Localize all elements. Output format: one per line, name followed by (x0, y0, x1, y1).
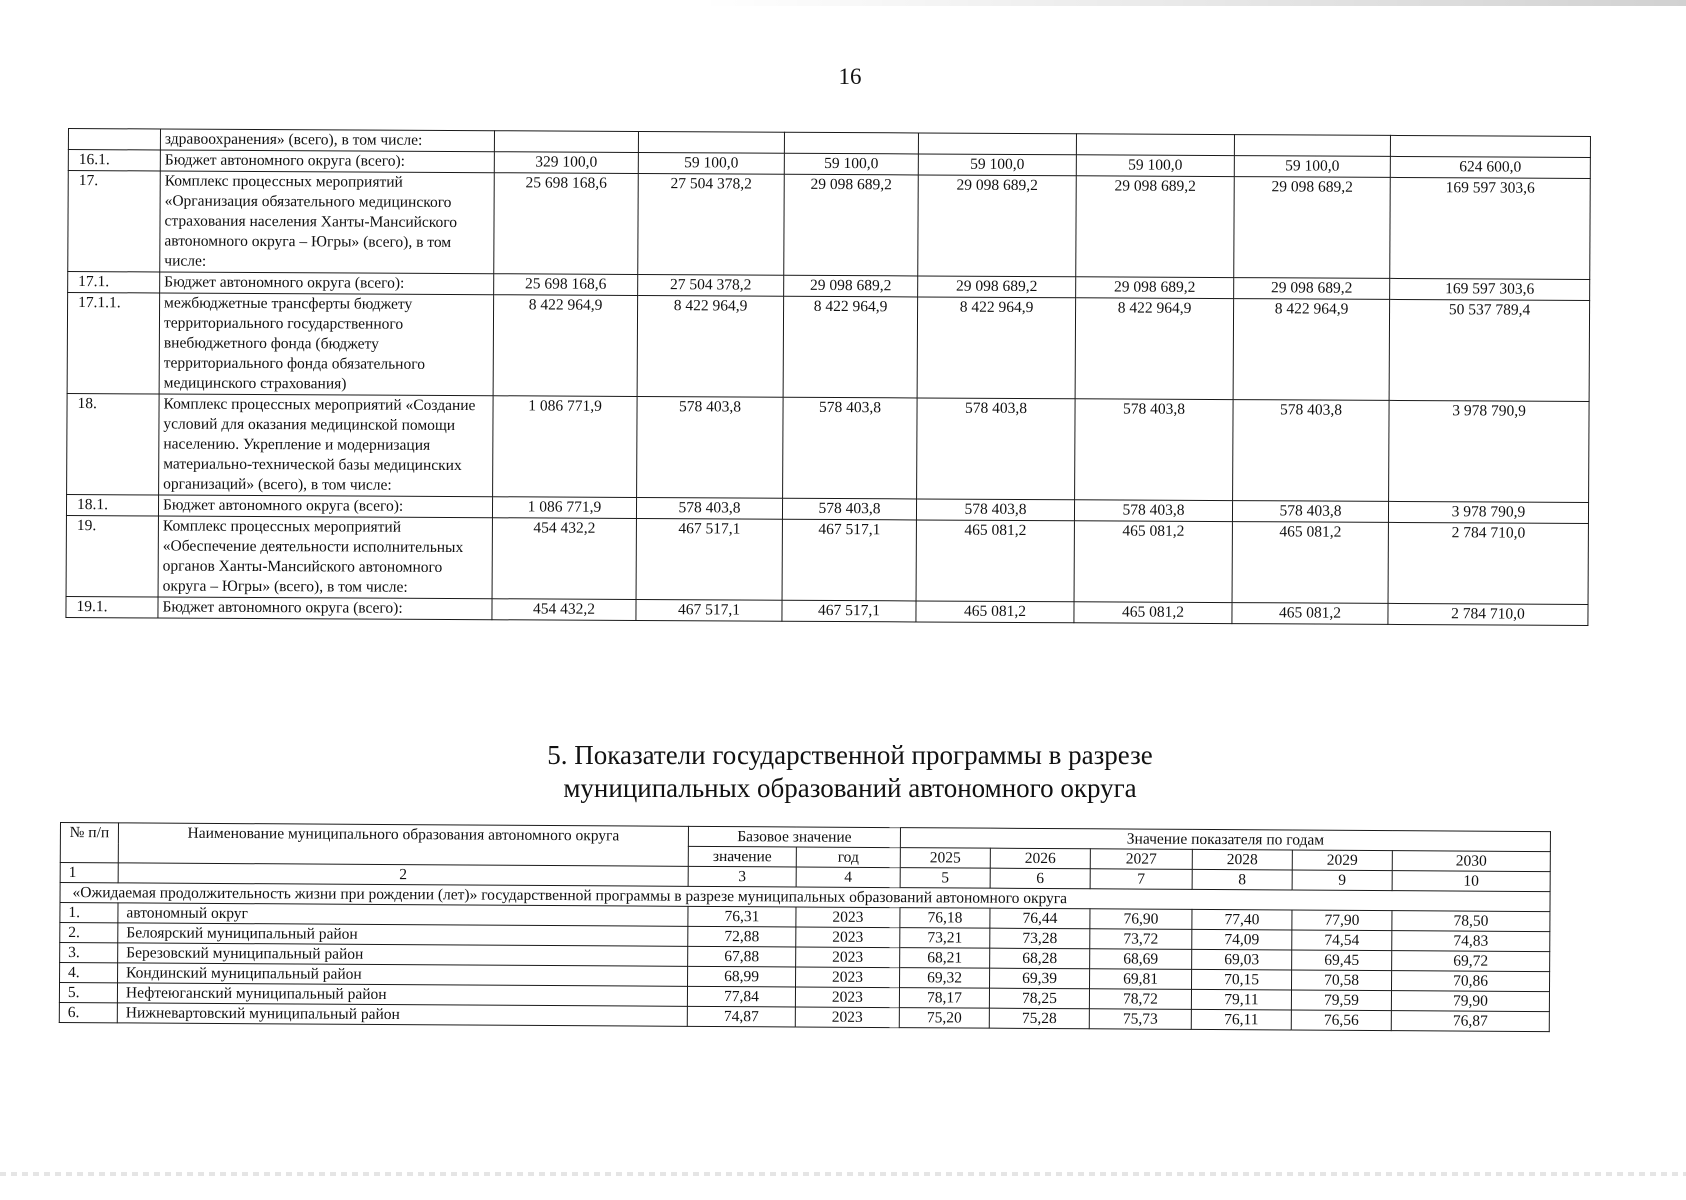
row-value: 59 100,0 (1076, 155, 1234, 177)
row-value: 76,11 (1191, 1009, 1291, 1030)
municipality-name: Кондинский муниципальный район (118, 963, 688, 986)
col-number: 3 (688, 866, 796, 887)
row-value: 29 098 689,2 (1234, 278, 1390, 300)
row-value: 29 098 689,2 (1076, 176, 1235, 278)
row-value: 78,25 (989, 988, 1089, 1009)
row-value: 578 403,8 (783, 397, 918, 499)
row-value: 76,56 (1291, 1010, 1391, 1031)
section-title-line-1: 5. Показатели государственной программы в разрезе (547, 740, 1153, 770)
row-value: 2023 (795, 987, 899, 1008)
row-value: 69,81 (1090, 969, 1192, 990)
header-name: Наименование муниципального образования автономного округа (118, 823, 688, 866)
row-number: 19.1. (66, 596, 158, 617)
row-value: 8 422 964,9 (637, 295, 784, 397)
row-value: 76,18 (900, 908, 990, 929)
row-number: 17.1.1. (67, 293, 160, 394)
row-value: 59 100,0 (1234, 156, 1390, 178)
row-value: 27 504 378,2 (638, 173, 785, 275)
indicator-band: «Ожидаемая продолжительность жизни при рождении (лет)» государственной программы в разрезе муниципальных образований автономного округа (60, 883, 1550, 912)
row-value: 68,28 (990, 948, 1090, 969)
row-value: 467 517,1 (782, 519, 916, 601)
row-value: 77,84 (687, 986, 795, 1007)
row-value: 578 403,8 (1233, 400, 1390, 502)
row-number: 18.1. (66, 494, 158, 515)
row-value: 79,11 (1191, 989, 1291, 1010)
header-year: год (796, 847, 900, 868)
financing-table (65, 128, 1591, 626)
row-value: 69,03 (1192, 949, 1292, 970)
row-number: 18. (67, 393, 160, 494)
row-value (1390, 135, 1590, 157)
row-value: 2023 (795, 1007, 899, 1028)
row-value: 75,73 (1089, 1009, 1191, 1030)
row-value: 8 422 964,9 (1233, 299, 1390, 401)
row-value (918, 133, 1076, 155)
row-value: 29 098 689,2 (918, 175, 1077, 277)
header-year-2029: 2029 (1292, 850, 1392, 871)
col-number: 1 (60, 863, 118, 883)
row-number: 4. (60, 963, 118, 983)
row-name: Бюджет автономного округа (всего): (160, 150, 494, 173)
row-value: 67,88 (688, 946, 796, 967)
row-value: 76,87 (1391, 1011, 1549, 1032)
row-value: 74,83 (1392, 931, 1550, 952)
row-value: 578 403,8 (636, 497, 782, 519)
header-year-2025: 2025 (900, 848, 990, 869)
row-value: 78,50 (1392, 911, 1550, 932)
row-value: 465 081,2 (916, 601, 1074, 623)
page-number: 16 (838, 64, 862, 89)
row-value: 8 422 964,9 (783, 296, 918, 398)
row-number: 3. (60, 943, 118, 963)
row-value: 465 081,2 (1232, 603, 1388, 625)
row-value: 578 403,8 (1074, 500, 1232, 522)
row-value: 465 081,2 (916, 520, 1074, 602)
row-value: 68,21 (900, 948, 990, 969)
row-value: 29 098 689,2 (784, 275, 918, 297)
row-value: 68,99 (688, 966, 796, 987)
row-value (1076, 134, 1234, 156)
row-value: 59 100,0 (918, 154, 1076, 176)
row-value: 2023 (796, 927, 900, 948)
row-value: 76,31 (688, 906, 796, 927)
row-value: 465 081,2 (1074, 521, 1232, 603)
row-value: 74,87 (687, 1006, 795, 1027)
row-value: 73,72 (1090, 929, 1192, 950)
col-number: 7 (1090, 869, 1192, 890)
row-value: 69,32 (900, 968, 990, 989)
row-value: 454 432,2 (492, 599, 636, 621)
row-value: 578 403,8 (637, 396, 784, 498)
col-number: 4 (796, 867, 900, 888)
row-value: 73,28 (990, 928, 1090, 949)
table-row (67, 293, 1590, 402)
header-no: № п/п (60, 823, 118, 863)
row-value: 1 086 771,9 (492, 497, 636, 519)
row-value: 79,90 (1391, 991, 1549, 1012)
col-number: 5 (900, 868, 990, 889)
section-title-line-2: муниципальных образований автономного округа (563, 773, 1137, 803)
row-value: 59 100,0 (784, 153, 918, 175)
row-value: 59 100,0 (638, 152, 784, 174)
row-value: 578 403,8 (916, 499, 1074, 521)
row-value: 2 784 710,0 (1388, 522, 1588, 604)
row-value (784, 132, 918, 154)
row-number: 19. (66, 515, 158, 596)
row-value: 454 432,2 (492, 518, 636, 600)
row-value: 578 403,8 (1232, 501, 1388, 523)
scan-edge-top (700, 0, 1686, 6)
col-number: 2 (118, 863, 688, 886)
row-name: Бюджет автономного округа (всего): (158, 597, 492, 620)
row-value: 50 537 789,4 (1389, 299, 1590, 401)
row-value: 29 098 689,2 (1234, 177, 1391, 279)
row-value: 169 597 303,6 (1390, 278, 1590, 300)
scan-edge-bottom (0, 1172, 1686, 1176)
row-value: 75,20 (899, 1008, 989, 1029)
row-value: 169 597 303,6 (1390, 177, 1591, 279)
row-number: 17.1. (68, 272, 160, 293)
row-name: Комплекс процессных мероприятий «Обеспечение деятельности исполнительных органов Ханты-Мансийского автономного округа – Югры» (всего), в том числе: (158, 516, 492, 599)
row-value: 69,72 (1392, 951, 1550, 972)
col-number: 10 (1392, 871, 1550, 892)
row-value: 25 698 168,6 (494, 274, 638, 296)
row-value (494, 131, 638, 153)
header-value: значение (688, 846, 796, 867)
row-value: 27 504 378,2 (638, 274, 784, 296)
row-name: здравоохранения» (всего), в том числе: (160, 129, 494, 152)
header-year-2027: 2027 (1090, 849, 1192, 870)
row-value (1234, 135, 1390, 157)
row-number: 16.1. (68, 150, 160, 171)
row-number: 5. (59, 983, 117, 1003)
row-value: 3 978 790,9 (1388, 501, 1588, 523)
row-value: 75,28 (989, 1008, 1089, 1029)
row-value: 8 422 964,9 (1075, 298, 1234, 400)
row-value: 3 978 790,9 (1389, 400, 1590, 502)
row-name: Комплекс процессных мероприятий «Организация обязательного медицинского страхования населения Ханты-Мансийского автономного округа – Югры» (всего), в том числе: (160, 171, 495, 274)
row-value: 77,90 (1292, 910, 1392, 931)
indicators-table (59, 822, 1551, 1032)
row-value: 78,72 (1089, 989, 1191, 1010)
row-value: 2023 (796, 907, 900, 928)
row-name: Комплекс процессных мероприятий «Создание условий для оказания медицинской помощи населению. Укрепление и модернизация материально-технической базы медицинских организаций» (всего), в том числе: (159, 394, 494, 497)
row-value: 29 098 689,2 (918, 276, 1076, 298)
row-value: 76,44 (990, 908, 1090, 929)
header-year-2026: 2026 (990, 848, 1090, 869)
row-value: 78,17 (899, 988, 989, 1009)
row-value: 76,90 (1090, 909, 1192, 930)
row-number: 1. (60, 903, 118, 923)
row-value: 72,88 (688, 926, 796, 947)
row-value (638, 131, 784, 153)
row-value: 467 517,1 (782, 600, 916, 622)
table-row (67, 393, 1590, 502)
row-value: 29 098 689,2 (1076, 277, 1234, 299)
row-value: 467 517,1 (636, 599, 782, 621)
row-value: 29 098 689,2 (784, 174, 919, 276)
row-value: 8 422 964,9 (493, 295, 638, 397)
table-row (66, 515, 1588, 604)
municipality-name: Белоярский муниципальный район (118, 923, 688, 946)
row-value: 73,21 (900, 928, 990, 949)
row-number (68, 129, 160, 150)
row-value: 467 517,1 (636, 518, 782, 600)
col-number: 8 (1192, 869, 1292, 890)
row-value: 578 403,8 (1075, 399, 1234, 501)
row-value: 578 403,8 (917, 398, 1076, 500)
row-value: 578 403,8 (782, 498, 916, 520)
row-value: 2023 (796, 967, 900, 988)
row-value: 70,58 (1292, 970, 1392, 991)
header-base: Базовое значение (688, 826, 900, 847)
col-number: 6 (990, 868, 1090, 889)
row-value: 1 086 771,9 (493, 396, 638, 498)
table-row (68, 171, 1591, 280)
row-value: 70,15 (1192, 969, 1292, 990)
row-value: 2 784 710,0 (1388, 603, 1588, 625)
header-year-2028: 2028 (1192, 849, 1292, 870)
row-value: 68,69 (1090, 949, 1192, 970)
col-number: 9 (1292, 870, 1392, 891)
row-value: 74,54 (1292, 930, 1392, 951)
row-value: 79,59 (1291, 990, 1391, 1011)
row-number: 6. (59, 1002, 117, 1022)
row-number: 17. (68, 171, 161, 272)
header-years: Значение показателя по годам (900, 828, 1550, 852)
row-value: 329 100,0 (494, 152, 638, 174)
municipality-name: автономный округ (118, 903, 688, 926)
row-name: Бюджет автономного округа (всего): (158, 495, 492, 518)
row-value: 74,09 (1192, 929, 1292, 950)
row-value: 624 600,0 (1390, 156, 1590, 178)
row-value: 465 081,2 (1074, 602, 1232, 624)
row-value: 69,45 (1292, 950, 1392, 971)
row-value: 465 081,2 (1232, 522, 1388, 604)
row-value: 25 698 168,6 (494, 173, 639, 275)
row-value: 8 422 964,9 (917, 297, 1076, 399)
row-value: 77,40 (1192, 909, 1292, 930)
row-value: 69,39 (990, 968, 1090, 989)
municipality-name: Нефтеюганский муниципальный район (117, 983, 687, 1006)
municipality-name: Нижневартовский муниципальный район (117, 1003, 687, 1026)
row-value: 70,86 (1392, 971, 1550, 992)
row-name: межбюджетные трансферты бюджету территориального государственного внебюджетного фонда (бюджету территориального фонда обязательного медицинского страхования) (159, 293, 494, 396)
row-number: 2. (60, 923, 118, 943)
row-value: 2023 (796, 947, 900, 968)
municipality-name: Березовский муниципальный район (118, 943, 688, 966)
row-name: Бюджет автономного округа (всего): (160, 272, 494, 295)
header-year-2030: 2030 (1392, 851, 1550, 872)
